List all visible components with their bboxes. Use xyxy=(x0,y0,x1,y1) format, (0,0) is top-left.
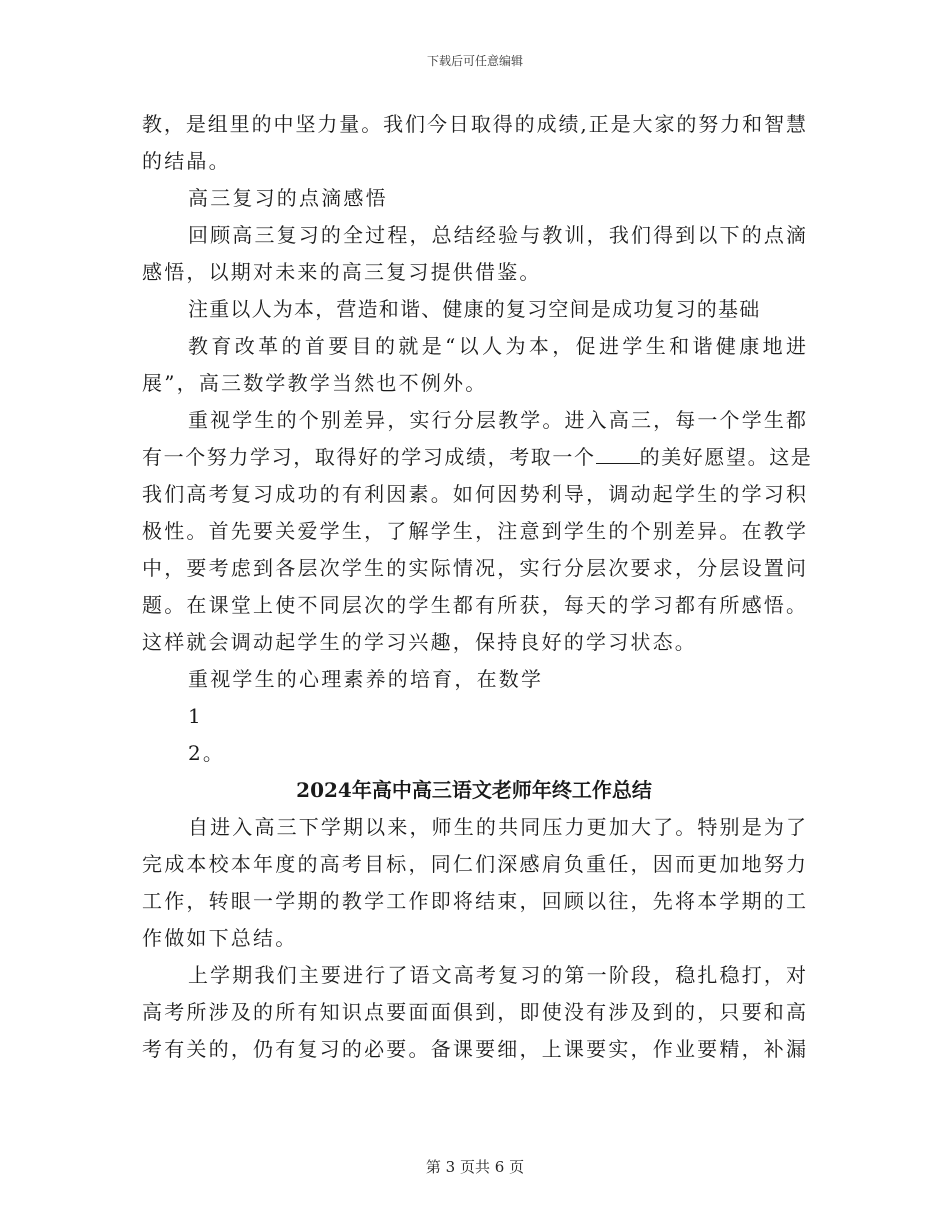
paragraph-line: 题。在课堂上使不同层次的学生都有所获，每天的学习都有所感悟。 xyxy=(142,593,806,617)
paragraph-line: 自进入高三下学期以来，师生的共同压力更加大了。特别是为了 xyxy=(188,815,806,839)
line-part-before-blank: 有一个努力学习，取得好的学习成绩，考取一个 xyxy=(142,445,596,469)
paragraph-line: 感悟，以期对未来的高三复习提供借鉴。 xyxy=(142,260,542,284)
paragraph-line: 教，是组里的中坚力量。我们今日取得的成绩,正是大家的努力和智慧 xyxy=(142,112,806,136)
paragraph-line: 这样就会调动起学生的学习兴趣，保持良好的学习状态。 xyxy=(142,630,697,654)
paragraph-line: 的结晶。 xyxy=(142,149,231,173)
paragraph-line: 展”，高三数学教学当然也不例外。 xyxy=(142,371,488,395)
paragraph-line-with-blank xyxy=(142,439,813,476)
paragraph-line: 中，要考虑到各层次学生的实际情况，实行分层次要求，分层设置问 xyxy=(142,556,806,580)
paragraph-line: 作做如下总结。 xyxy=(142,926,298,950)
section-heading: 注重以人为本，营造和谐、健康的复习空间是成功复习的基础 xyxy=(188,297,761,321)
paragraph-line: 考有关的，仍有复习的必要。备课要细，上课要实，作业要精，补漏 xyxy=(142,1037,806,1061)
document-title: 2024年高中高三语文老师年终工作总结 xyxy=(296,778,652,802)
list-number: 2。 xyxy=(188,741,226,765)
document-body xyxy=(142,106,813,1068)
paragraph-line: 工作，转眼一学期的教学工作即将结束，回顾以往，先将本学期的工 xyxy=(142,889,806,913)
fill-in-blank xyxy=(596,441,640,464)
paragraph-line: 我们高考复习成功的有利因素。如何因势利导，调动起学生的学习积 xyxy=(142,482,806,506)
paragraph-line: 完成本校本年度的高考目标，同仁们深感肩负重任，因而更加地努力 xyxy=(142,852,806,876)
page-footer: 第 3 页共 6 页 xyxy=(425,1158,525,1176)
paragraph-line: 高考所涉及的所有知识点要面面俱到，即使没有涉及到的，只要和高 xyxy=(142,1000,806,1024)
paragraph-line: 教育改革的首要目的就是“以人为本，促进学生和谐健康地进 xyxy=(188,334,806,358)
section-heading: 高三复习的点滴感悟 xyxy=(188,186,388,210)
line-part-after-blank: 的美好愿望。这是 xyxy=(639,445,813,469)
paragraph-line: 重视学生的心理素养的培育，在数学 xyxy=(188,667,544,691)
paragraph-line: 极性。首先要关爱学生，了解学生，注意到学生的个别差异。在教学 xyxy=(142,519,806,543)
page-header: 下载后可任意编辑 xyxy=(426,54,523,68)
paragraph-line: 回顾高三复习的全过程，总结经验与教训，我们得到以下的点滴 xyxy=(188,223,806,247)
list-number: 1 xyxy=(188,704,203,728)
paragraph-line: 上学期我们主要进行了语文高考复习的第一阶段，稳扎稳打，对 xyxy=(188,963,806,987)
paragraph-line: 重视学生的个别差异，实行分层教学。进入高三，每一个学生都 xyxy=(188,408,806,432)
